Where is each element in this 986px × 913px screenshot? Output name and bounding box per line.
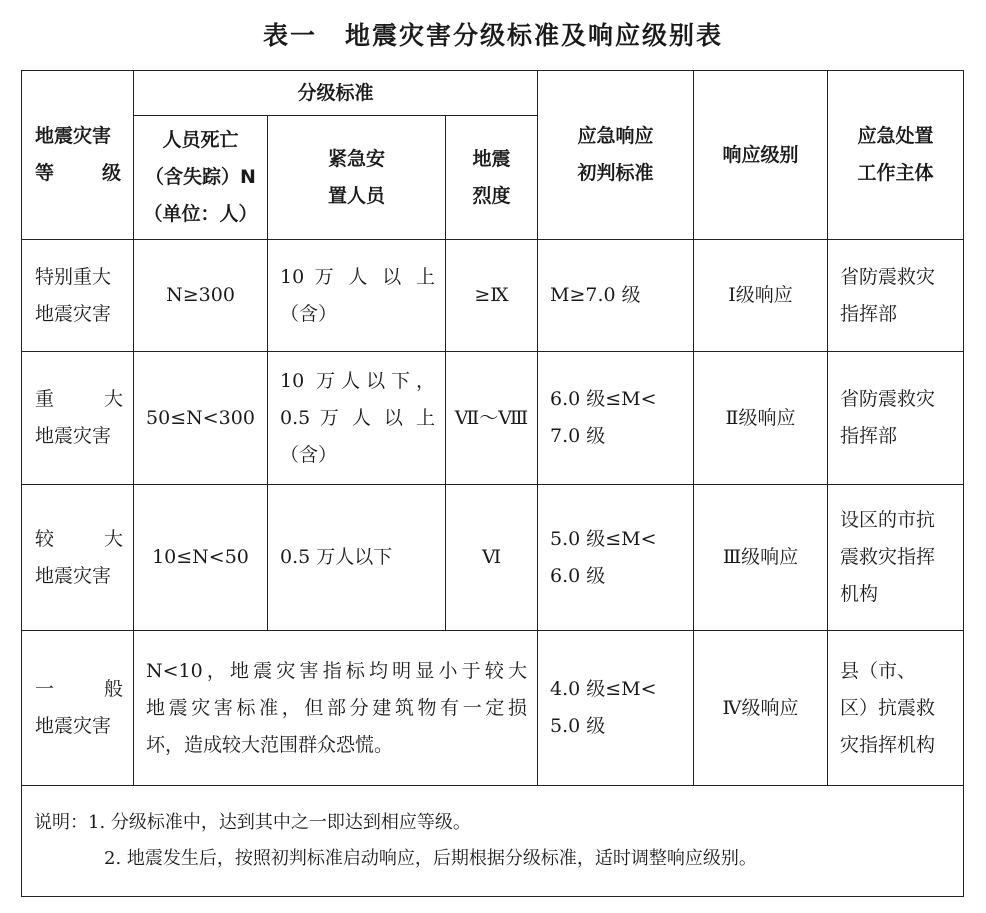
table-row <box>22 485 964 631</box>
magnitude-cell: 4.0 级≤M< 5.0 级 <box>538 631 694 786</box>
intensity-cell: Ⅵ <box>446 485 538 631</box>
level-cell: 重 大 地震灾害 <box>22 352 134 485</box>
header-initial-standard: 应急响应 初判标准 <box>538 71 694 240</box>
note-line-2: 2. 地震发生后，按照初判标准启动响应，后期根据分级标准，适时调整响应级别。 <box>104 848 757 869</box>
deaths-cell: 10≤N<50 <box>134 485 268 631</box>
response-cell: Ⅰ级响应 <box>694 240 828 352</box>
table-title-main: 地震灾害分级标准及响应级别表 <box>345 21 724 50</box>
deaths-cell: 50≤N<300 <box>134 352 268 485</box>
magnitude-cell: M≥7.0 级 <box>538 240 694 352</box>
magnitude-cell: 6.0 级≤M< 7.0 级 <box>538 352 694 485</box>
intensity-cell: ≥Ⅸ <box>446 240 538 352</box>
resettled-cell: 10 万 人 以 上 （含） <box>268 240 446 352</box>
note-line-1: 说明：1. 分级标准中，达到其中之一即达到相应等级。 <box>34 812 471 833</box>
subject-cell: 县（市、 区）抗震救 灾指挥机构 <box>828 631 964 786</box>
subject-cell: 省防震救灾 指挥部 <box>828 352 964 485</box>
notes-row <box>22 786 964 897</box>
criteria-cell: N<10，地震灾害指标均明显小于较大 地震灾害标准，但部分建筑物有一定损 坏，造成较大范围群众恐慌。 <box>134 631 538 786</box>
deaths-cell: N≥300 <box>134 240 268 352</box>
table-title <box>0 16 986 52</box>
table-row <box>22 631 964 786</box>
header-resettled: 紧急安 置人员 <box>268 116 446 240</box>
response-cell: Ⅱ级响应 <box>694 352 828 485</box>
header-deaths: 人员死亡 （含失踪）N （单位：人） <box>134 116 268 240</box>
response-cell: Ⅲ级响应 <box>694 485 828 631</box>
subject-cell: 设区的市抗 震救灾指挥 机构 <box>828 485 964 631</box>
subject-cell: 省防震救灾 指挥部 <box>828 240 964 352</box>
level-cell: 较 大 地震灾害 <box>22 485 134 631</box>
notes-cell <box>22 786 964 897</box>
resettled-cell: 10 万人以下， 0.5 万 人 以 上 （含） <box>268 352 446 485</box>
header-intensity: 地震 烈度 <box>446 116 538 240</box>
header-grading-standard: 分级标准 <box>134 71 538 116</box>
table-row <box>22 240 964 352</box>
level-cell: 一 般 地震灾害 <box>22 631 134 786</box>
magnitude-cell: 5.0 级≤M< 6.0 级 <box>538 485 694 631</box>
header-response-level: 响应级别 <box>694 71 828 240</box>
intensity-cell: Ⅶ～Ⅷ <box>446 352 538 485</box>
earthquake-grading-table <box>21 70 964 897</box>
table-title-prefix: 表一 <box>262 21 317 50</box>
resettled-cell: 0.5 万人以下 <box>268 485 446 631</box>
response-cell: Ⅳ级响应 <box>694 631 828 786</box>
table-row <box>22 352 964 485</box>
header-level: 地震灾害 等 级 <box>22 71 134 240</box>
header-handling-subject: 应急处置 工作主体 <box>828 71 964 240</box>
level-cell: 特别重大 地震灾害 <box>22 240 134 352</box>
